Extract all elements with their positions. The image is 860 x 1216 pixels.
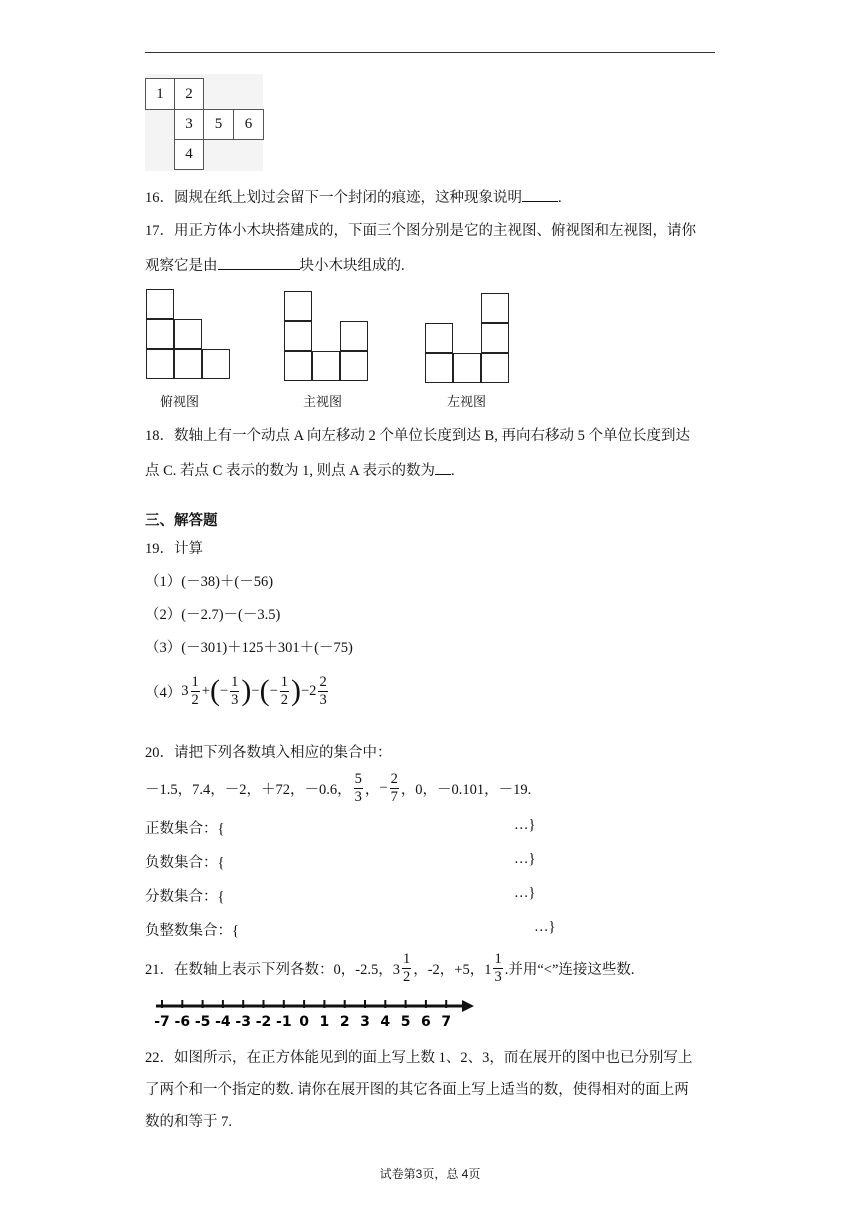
- question-text: .并用“<”连接这些数.: [504, 961, 635, 978]
- number-line-label: -3: [235, 1014, 251, 1030]
- fraction: [402, 951, 411, 985]
- set-negative-close: …}: [514, 851, 536, 867]
- number-line: [150, 995, 480, 1035]
- set-negative-integer-label: 负整数集合：{: [145, 923, 239, 939]
- view-square: [202, 349, 230, 379]
- number-line-label: 6: [421, 1014, 431, 1030]
- view-square: [340, 351, 368, 381]
- net-cell: [203, 109, 234, 140]
- question-18-line2: [145, 459, 455, 480]
- left-paren: (: [209, 674, 220, 707]
- view-square: [284, 321, 312, 351]
- numerator: 2: [319, 673, 327, 690]
- fraction: [390, 771, 399, 805]
- view-square: [284, 351, 312, 381]
- view-caption: 主视图: [303, 394, 343, 409]
- view-square: [340, 321, 368, 351]
- view-square: [146, 289, 174, 319]
- set-fraction-close: …}: [514, 885, 536, 901]
- number-line-label: -6: [174, 1014, 191, 1030]
- question-19-title: 19．计算: [145, 541, 203, 557]
- denominator: 3: [354, 788, 362, 805]
- number-line-label: -4: [215, 1014, 231, 1030]
- question-text: 21．在数轴上表示下列各数：0，-2.5，3: [145, 961, 400, 978]
- question-text: 观察它是由: [145, 258, 218, 274]
- answer-blank[interactable]: [435, 462, 451, 475]
- separator: ，: [364, 781, 380, 798]
- view-caption: 俯视图: [160, 394, 200, 409]
- number-line-label: 4: [380, 1014, 391, 1030]
- view-square: [174, 319, 202, 349]
- number-line-label: -2: [255, 1014, 272, 1030]
- net-cell: [174, 109, 204, 140]
- net-cell-label: 3: [185, 116, 193, 132]
- number-line-label: -7: [154, 1014, 170, 1030]
- net-cell-label: 1: [156, 85, 164, 102]
- numerator: 1: [280, 673, 288, 690]
- denominator: 2: [402, 968, 411, 985]
- question-17-line1: 17．用正方体小木块搭建成的，下面三个图分别是它的主视图、俯视图和左视图，请你: [145, 223, 696, 239]
- numerator: 1: [494, 950, 502, 967]
- view-square: [425, 323, 453, 353]
- question-text: 点 C. 若点 C 表示的数为 1, 则点 A 表示的数为: [145, 463, 436, 479]
- section-heading: 三、解答题: [145, 513, 218, 529]
- question-22-line1: 22．如图所示，在正方体能见到的面上写上数 1、2、3，而在展开的图中也已分别写上: [145, 1050, 693, 1066]
- fraction: [230, 674, 239, 708]
- denominator: 3: [319, 691, 327, 708]
- view-square: [453, 353, 481, 383]
- set-negative-integer-close: …}: [534, 919, 556, 935]
- right-paren: ): [241, 674, 252, 707]
- numerator: 1: [231, 673, 239, 690]
- denominator: 2: [191, 691, 199, 708]
- numerator: 1: [402, 950, 411, 967]
- negative-sign: −: [379, 779, 388, 796]
- denominator: 3: [494, 968, 502, 985]
- operator: −: [251, 682, 260, 699]
- question-19-part3: （3）(－301)＋125＋301＋(－75): [145, 640, 353, 656]
- net-cell: [145, 78, 175, 110]
- question-22-line3: 数的和等于 7.: [145, 1114, 232, 1130]
- view-caption: 左视图: [447, 394, 487, 409]
- question-20-title: 20．请把下列各数填入相应的集合中：: [145, 745, 392, 761]
- part-label: （4）: [145, 684, 182, 701]
- fraction: [191, 674, 200, 708]
- operator: +: [201, 682, 210, 699]
- view-square: [174, 349, 202, 379]
- page-footer: 试卷第3页，总 4页: [379, 1167, 481, 1181]
- number-line-label: 0: [299, 1014, 309, 1030]
- question-21: [145, 947, 635, 989]
- question-19-part2: （2）(－2.7)－(－3.5): [145, 607, 281, 623]
- question-17-line2: [145, 254, 405, 275]
- question-20-numbers: [145, 766, 531, 810]
- view-square: [481, 293, 509, 323]
- question-19-part4: [145, 666, 330, 716]
- question-19-part1: （1）(－38)＋(－56): [145, 574, 274, 590]
- header-rule: [145, 52, 715, 53]
- question-text-end: .: [451, 463, 455, 479]
- set-positive-close: …}: [514, 817, 536, 833]
- operator: −2: [301, 682, 317, 699]
- negative-sign: −: [219, 682, 229, 699]
- net-cell: [174, 139, 204, 170]
- net-cell: [174, 78, 204, 110]
- view-square: [481, 323, 509, 353]
- whole-number: 3: [181, 682, 189, 699]
- numerator: 1: [191, 673, 199, 690]
- negative-sign: −: [269, 682, 278, 699]
- number-line-label: 3: [360, 1014, 370, 1030]
- answer-blank[interactable]: [218, 257, 300, 270]
- set-fraction-label: 分数集合：{: [145, 889, 225, 905]
- question-18-line1: 18．数轴上有一个动点 A 向左移动 2 个单位长度到达 B, 再向右移动 5 个单位长度到达: [145, 428, 690, 444]
- net-cell-label: 2: [185, 85, 193, 102]
- number-line-label: 5: [400, 1014, 411, 1030]
- arrow-head-icon: [462, 1000, 474, 1012]
- number-line-label: -5: [194, 1014, 211, 1030]
- set-positive-label: 正数集合：{: [145, 821, 225, 837]
- view-square: [312, 351, 340, 381]
- question-16: [145, 186, 562, 207]
- view-square: [146, 319, 174, 349]
- number-line-label: 2: [339, 1014, 350, 1030]
- net-cell-label: 4: [185, 146, 193, 162]
- numerator: 2: [390, 770, 398, 787]
- numerator: 5: [354, 770, 362, 787]
- answer-blank[interactable]: [522, 189, 558, 202]
- set-negative-label: 负数集合：{: [145, 855, 225, 871]
- question-text-end: .: [558, 190, 562, 206]
- view-square: [425, 353, 453, 383]
- number-line-label: -1: [276, 1014, 292, 1030]
- number-line-label: 7: [441, 1014, 452, 1030]
- net-cell: [233, 109, 264, 140]
- question-text-end: 块小木块组成的.: [299, 258, 405, 274]
- net-cell-label: 5: [214, 116, 223, 132]
- number-list: －1.5，7.4，－2，＋72，－0.6，: [145, 781, 352, 798]
- number-line-label: 1: [319, 1014, 330, 1030]
- fraction: [318, 674, 327, 708]
- question-text: ，-2，+5，1: [413, 961, 492, 978]
- denominator: 2: [280, 691, 288, 708]
- fraction: [493, 951, 502, 985]
- left-paren: (: [259, 674, 270, 707]
- question-22-line2: 了两个和一个指定的数. 请你在展开图的其它各面上写上适当的数，使得相对的面上两: [145, 1082, 689, 1098]
- question-text: 16．圆规在纸上划过会留下一个封闭的痕迹，这种现象说明: [145, 190, 522, 206]
- view-square: [146, 349, 174, 379]
- right-paren: ): [291, 674, 301, 707]
- number-list: ，0，－0.101，－19.: [400, 781, 532, 798]
- fraction: [354, 771, 363, 805]
- denominator: 7: [390, 788, 398, 805]
- fraction: [280, 674, 289, 708]
- view-square: [481, 353, 509, 383]
- view-square: [284, 291, 312, 321]
- net-cell-label: 6: [244, 116, 253, 132]
- denominator: 3: [231, 691, 239, 708]
